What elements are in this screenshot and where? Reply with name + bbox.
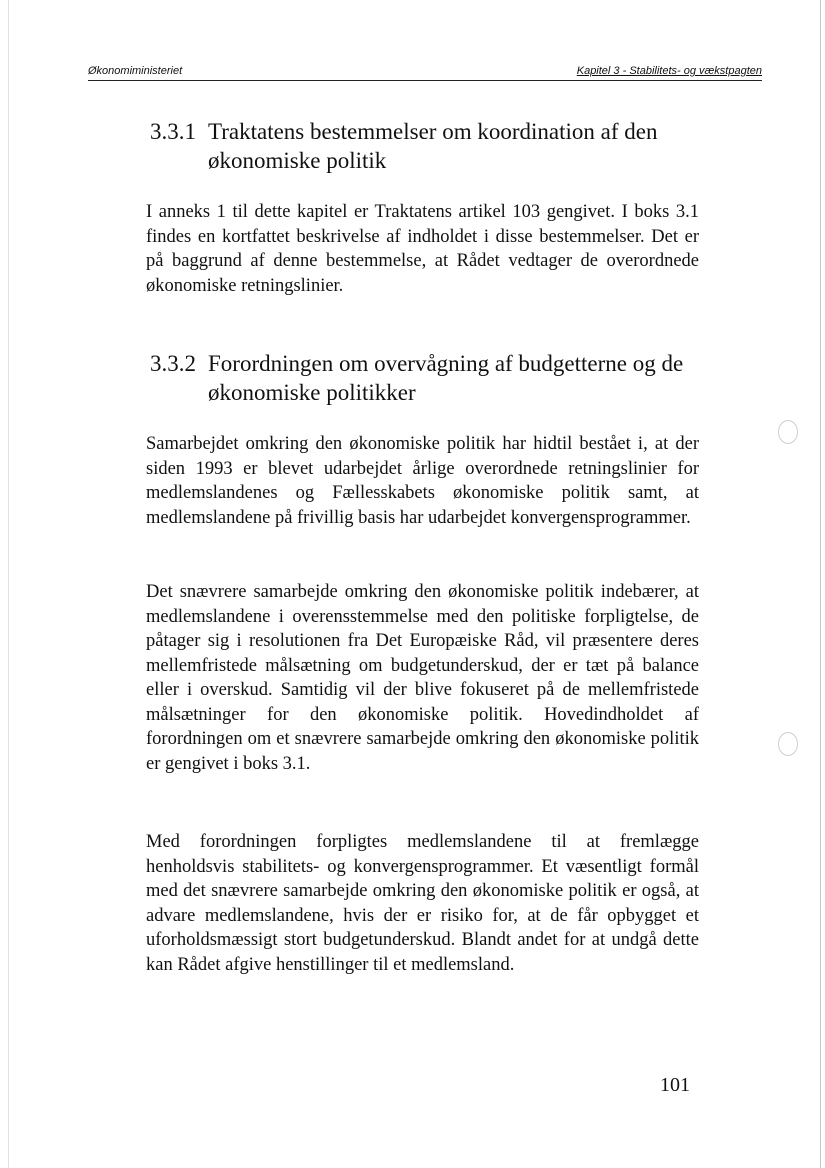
punch-hole-upper — [778, 420, 798, 444]
paragraph-1: I anneks 1 til dette kapitel er Traktatens artikel 103 gengivet. I boks 3.1 findes en kortfattet beskrivelse af indholdet i disse bestemmelser. Det er på baggrund af denne bestemmelse, at Rådet vedtager de overordnede økonomiske retningslinier. — [146, 202, 699, 296]
page-number: 101 — [660, 1074, 690, 1096]
section-heading-3-3-1 — [150, 117, 710, 175]
section-title-line2: økonomiske politik — [208, 148, 387, 173]
header-chapter: Kapitel 3 - Stabilitets- og vækstpagten — [576, 65, 762, 77]
section-number: 3.3.2 — [150, 351, 196, 376]
paragraph-3: Det snævrere samarbejde omkring den økonomiske politik indebærer, at medlemslandene i overensstemmelse med den politiske forpligtelse, de påtager sig i resolutionen fra Det Europæiske Råd, vil præsentere deres mellemfristede målsætning om budgetunderskud, der er tæt på balance eller i overskud. Samtidig vil der blive fokuseret på de mellemfristede målsætninger for den økonomiske politik. Hovedindholdet af forordningen om et snævrere samarbejde omkring den økonomiske politik er gengivet i boks 3.1. — [146, 582, 699, 774]
section-title-line2: økonomiske politikker — [208, 380, 416, 405]
header-ministry: Økonomiministeriet — [88, 65, 183, 77]
paragraph-2: Samarbejdet omkring den økonomiske politik har hidtil bestået i, at der siden 1993 er blevet udarbejdet årlige overordnede retningslinier for medlemslandenes og Fællesskabets økonomiske politik samt, at medlemslandene på frivillig basis har udarbejdet konvergensprogrammer. — [146, 434, 699, 528]
section-heading-3-3-2 — [150, 349, 710, 407]
section-number: 3.3.1 — [150, 119, 196, 144]
punch-hole-lower — [778, 732, 798, 756]
paragraph-4: Med forordningen forpligtes medlemslandene til at fremlægge henholdsvis stabilitets- og konvergensprogrammer. Et væsentligt formål med det snævrere samarbejde omkring den økonomiske politik er også, at advare medlemslandene, hvis der er risiko for, at de får opbygget et uforholdsmæssigt stort budgetunderskud. Blandt andet for at undgå dette kan Rådet afgive henstillinger til et medlemsland. — [146, 832, 699, 975]
running-header — [88, 62, 762, 81]
page-edge-left — [8, 0, 9, 1168]
section-title-line1: Forordningen om overvågning af budgetterne og de — [208, 351, 684, 376]
page-edge-right — [820, 0, 821, 1168]
section-title-line1: Traktatens bestemmelser om koordination af den — [208, 119, 658, 144]
